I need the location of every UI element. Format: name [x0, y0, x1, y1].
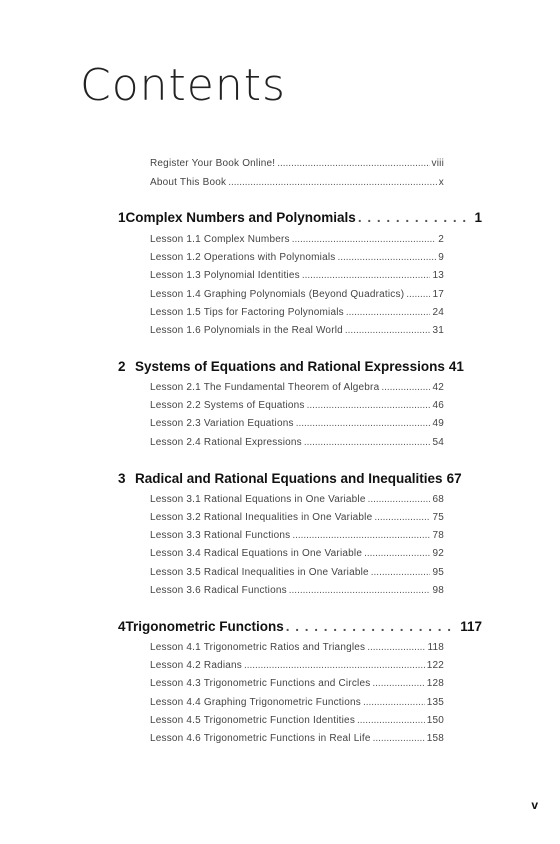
- toc-lesson-1-2[interactable]: [150, 252, 444, 263]
- toc-entry-label: Lesson 3.2 Rational Inequalities in One Variable: [150, 512, 373, 523]
- chapter-number: 1: [118, 210, 126, 225]
- toc-entry-label: Lesson 2.1 The Fundamental Theorem of Algebra: [150, 382, 380, 393]
- toc-entry-label: About This Book: [150, 177, 227, 188]
- toc-entry-label: Lesson 3.3 Rational Functions: [150, 530, 291, 541]
- chapter-heading-1[interactable]: [118, 210, 482, 225]
- toc-entry-label: Lesson 3.1 Rational Equations in One Variable: [150, 494, 366, 505]
- toc-entry-page: 118: [427, 642, 444, 653]
- toc-lesson-3-3[interactable]: [150, 530, 444, 541]
- toc-entry-page: 42: [432, 382, 444, 393]
- toc-entry-page: 13: [432, 270, 444, 281]
- toc-entry-page: 17: [432, 289, 444, 300]
- toc-entry-label: Lesson 1.4 Graphing Polynomials (Beyond Quadratics): [150, 289, 405, 300]
- dot-leader: [406, 289, 430, 300]
- toc-lesson-4-1[interactable]: [150, 642, 444, 653]
- toc-entry-page: 78: [432, 530, 444, 541]
- toc-lesson-1-1[interactable]: [150, 234, 444, 245]
- toc-entry-label: Lesson 3.6 Radical Functions: [150, 585, 287, 596]
- toc-entry-label: Lesson 1.1 Complex Numbers: [150, 234, 290, 245]
- chapter-page: 41: [448, 359, 464, 374]
- toc-entry-page: 75: [432, 512, 444, 523]
- dot-leader: [372, 678, 424, 689]
- toc-lesson-1-6[interactable]: [150, 325, 444, 336]
- chapter-number: 3: [118, 471, 126, 486]
- chapter-page: 117: [460, 619, 482, 634]
- toc-entry-label: Lesson 2.3 Variation Equations: [150, 418, 294, 429]
- toc-entry-label: Lesson 1.2 Operations with Polynomials: [150, 252, 336, 263]
- dot-leader: [292, 234, 437, 245]
- chapter-number: 4: [118, 619, 126, 634]
- toc-lesson-3-1[interactable]: [150, 494, 444, 505]
- dot-leader: [367, 642, 425, 653]
- toc-entry-about[interactable]: [150, 177, 444, 188]
- toc-entry-page: 46: [432, 400, 444, 411]
- toc-entry-label: Lesson 4.5 Trigonometric Function Identities: [150, 715, 356, 726]
- dot-leader: [346, 307, 431, 318]
- chapter-title: Radical and Rational Equations and Inequalities: [135, 471, 443, 486]
- toc-lesson-2-2[interactable]: [150, 400, 444, 411]
- toc-entry-label: Lesson 4.4 Graphing Trigonometric Functions: [150, 697, 361, 708]
- toc-entry-page: 54: [432, 437, 444, 448]
- dot-leader: [302, 270, 431, 281]
- toc-entry-page: viii: [431, 158, 444, 169]
- dot-leader: [296, 418, 431, 429]
- chapter-heading-3[interactable]: [118, 471, 462, 486]
- chapter-page: 1: [474, 210, 482, 225]
- toc-entry-page: 2: [438, 234, 444, 245]
- dot-leader: [368, 494, 431, 505]
- chapter-number: 2: [118, 359, 126, 374]
- toc-lesson-1-3[interactable]: [150, 270, 444, 281]
- dot-leader: [292, 530, 430, 541]
- toc-entry-page: 98: [432, 585, 444, 596]
- toc-entry-page: 135: [426, 697, 444, 708]
- toc-entry-page: 122: [426, 660, 444, 671]
- toc-entry-page: 158: [426, 733, 444, 744]
- dot-leader: [374, 512, 430, 523]
- dot-leader: [304, 437, 431, 448]
- chapter-title: Trigonometric Functions: [125, 619, 284, 634]
- toc-entry-register[interactable]: [150, 158, 444, 169]
- toc-entry-page: 95: [432, 567, 444, 578]
- toc-entry-label: Register Your Book Online!: [150, 158, 276, 169]
- toc-lesson-1-4[interactable]: [150, 289, 444, 300]
- toc-lesson-2-4[interactable]: [150, 437, 444, 448]
- page-title: Contents: [80, 60, 286, 111]
- toc-lesson-3-2[interactable]: [150, 512, 444, 523]
- dot-leader: [345, 325, 431, 336]
- dot-leader: [337, 252, 436, 263]
- toc-entry-label: Lesson 2.4 Rational Expressions: [150, 437, 302, 448]
- toc-lesson-3-6[interactable]: [150, 585, 444, 596]
- toc-entry-page: 128: [426, 678, 444, 689]
- toc-entry-page: 150: [426, 715, 444, 726]
- toc-lesson-2-3[interactable]: [150, 418, 444, 429]
- toc-entry-page: 24: [432, 307, 444, 318]
- dot-leader: [371, 567, 431, 578]
- toc-entry-page: 9: [438, 252, 444, 263]
- toc-entry-label: Lesson 4.3 Trigonometric Functions and Circles: [150, 678, 371, 689]
- toc-lesson-4-3[interactable]: [150, 678, 444, 689]
- dot-leader: [358, 210, 469, 225]
- dot-leader: [244, 660, 425, 671]
- toc-lesson-4-2[interactable]: [150, 660, 444, 671]
- toc-entry-page: 31: [432, 325, 444, 336]
- chapter-heading-4[interactable]: [118, 619, 482, 634]
- toc-lesson-1-5[interactable]: [150, 307, 444, 318]
- toc-entry-label: Lesson 4.2 Radians: [150, 660, 242, 671]
- dot-leader: [373, 733, 425, 744]
- dot-leader: [286, 619, 454, 634]
- toc-lesson-3-5[interactable]: [150, 567, 444, 578]
- dot-leader: [307, 400, 431, 411]
- toc-lesson-4-4[interactable]: [150, 697, 444, 708]
- toc-entry-label: Lesson 3.5 Radical Inequalities in One Variable: [150, 567, 369, 578]
- toc-lesson-2-1[interactable]: [150, 382, 444, 393]
- toc-entry-page: x: [438, 177, 444, 188]
- dot-leader: [381, 382, 430, 393]
- chapter-title: Systems of Equations and Rational Expressions: [135, 359, 445, 374]
- toc-entry-page: 92: [432, 548, 444, 559]
- toc-entry-label: Lesson 1.3 Polynomial Identities: [150, 270, 300, 281]
- toc-entry-label: Lesson 3.4 Radical Equations in One Variable: [150, 548, 363, 559]
- toc-lesson-3-4[interactable]: [150, 548, 444, 559]
- toc-entry-page: 49: [432, 418, 444, 429]
- toc-entry-label: Lesson 4.6 Trigonometric Functions in Real Life: [150, 733, 371, 744]
- toc-entry-label: Lesson 1.6 Polynomials in the Real World: [150, 325, 343, 336]
- dot-leader: [228, 177, 437, 188]
- dot-leader: [364, 548, 430, 559]
- toc-lesson-4-5[interactable]: [150, 715, 444, 726]
- toc-entry-label: Lesson 4.1 Trigonometric Ratios and Triangles: [150, 642, 366, 653]
- chapter-heading-2[interactable]: [118, 359, 464, 374]
- toc-entry-label: Lesson 1.5 Tips for Factoring Polynomials: [150, 307, 344, 318]
- dot-leader: [289, 585, 431, 596]
- page-number: v: [531, 798, 538, 812]
- dot-leader: [277, 158, 429, 169]
- toc-entry-page: 68: [432, 494, 444, 505]
- dot-leader: [363, 697, 425, 708]
- dot-leader: [357, 715, 425, 726]
- toc-lesson-4-6[interactable]: [150, 733, 444, 744]
- chapter-title: Complex Numbers and Polynomials: [125, 210, 356, 225]
- chapter-page: 67: [446, 471, 462, 486]
- toc-entry-label: Lesson 2.2 Systems of Equations: [150, 400, 305, 411]
